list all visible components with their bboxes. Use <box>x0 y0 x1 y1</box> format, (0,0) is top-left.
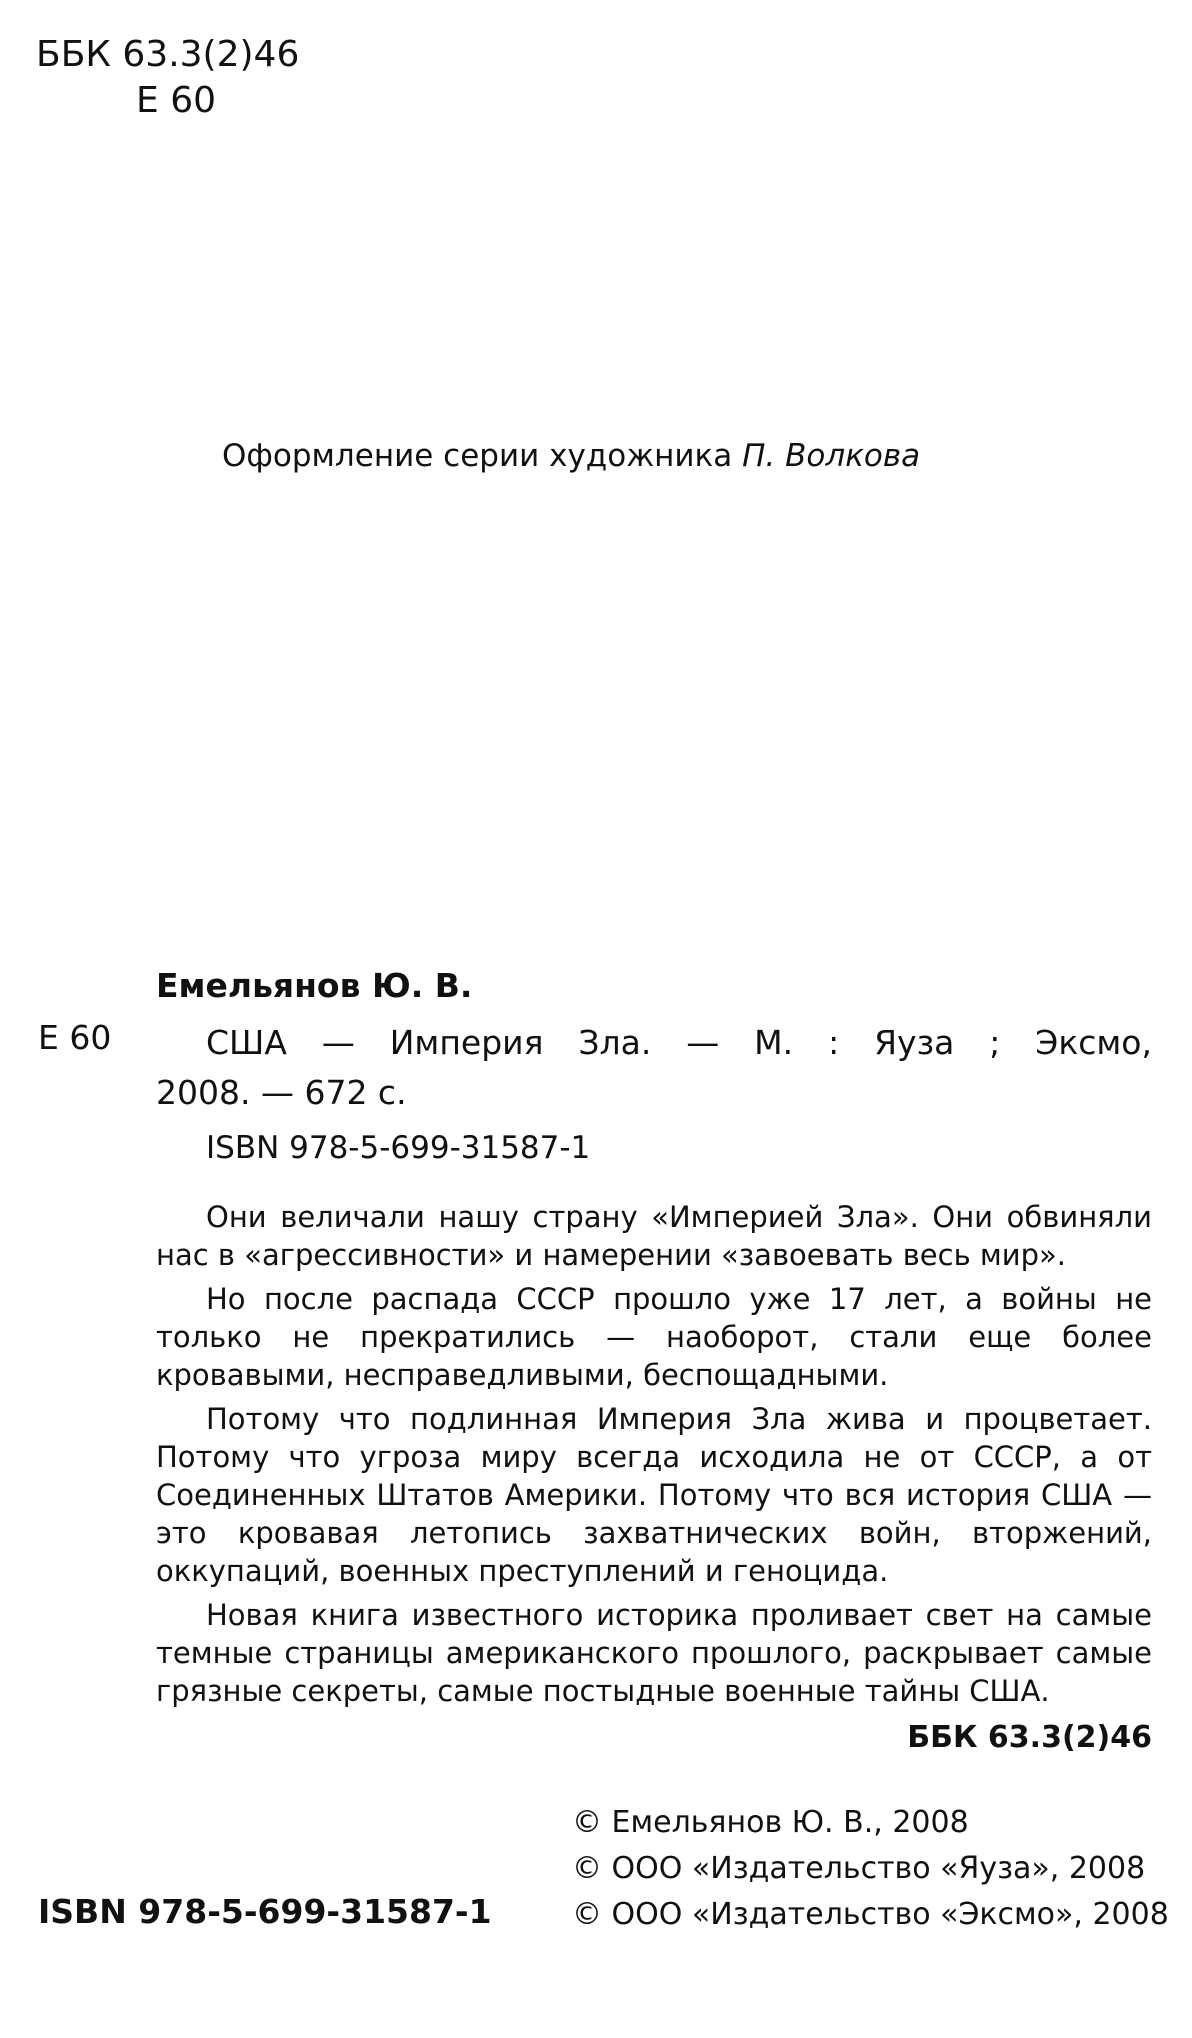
design-credit-text: Оформление серии художника <box>222 438 743 474</box>
annotation-paragraph: Они величали нашу страну «Империей Зла». Они обвиняли нас в «агрессивности» и намерении «завоевать весь мир». <box>156 1200 1152 1272</box>
catalog-mark-top: Е 60 <box>136 80 216 121</box>
bbk-code-bottom: ББК 63.3(2)46 <box>907 1720 1152 1755</box>
copyright-line: © ООО «Издательство «Эксмо», 2008 <box>572 1897 1169 1932</box>
annotation-paragraph: Но после распада СССР прошло уже 17 лет, а войны не только не прекратились — наоборот, стали еще более кровавыми, несправедливыми, беспощадными. <box>156 1282 1152 1392</box>
design-artist-name: П. Волкова <box>742 438 921 474</box>
copyright-block <box>572 1800 1169 1938</box>
bbk-code-top: ББК 63.3(2)46 <box>36 34 300 75</box>
isbn-footer: ISBN 978-5-699-31587-1 <box>38 1892 492 1931</box>
copyright-line: © ООО «Издательство «Яуза», 2008 <box>572 1851 1146 1886</box>
bibliographic-imprint-line: 2008. — 672 с. <box>156 1073 407 1112</box>
series-design-credit <box>222 438 920 474</box>
bibliographic-description <box>156 1018 1152 1118</box>
copyright-line: © Емельянов Ю. В., 2008 <box>572 1805 969 1840</box>
bibliographic-title-line: США — Империя Зла. — М. : Яуза ; Эксмо, <box>206 1023 1152 1062</box>
author-name: Емельянов Ю. В. <box>156 966 473 1005</box>
annotation-block <box>156 1198 1152 1716</box>
isbn-entry: ISBN 978-5-699-31587-1 <box>206 1130 591 1166</box>
annotation-paragraph: Потому что подлинная Империя Зла жива и процветает. Потому что угроза миру всегда исходила не от СССР, а от Соединенных Штатов Америки. Потому что вся история США — это кровавая летопись захватнических войн, вторжений, оккупаций, военных преступлений и геноцида. <box>156 1402 1152 1588</box>
annotation-paragraph: Новая книга известного историка проливает свет на самые темные страницы американского прошлого, раскрывает самые грязные секреты, самые постыдные военные тайны США. <box>156 1598 1152 1708</box>
catalog-mark-entry: Е 60 <box>38 1018 112 1057</box>
